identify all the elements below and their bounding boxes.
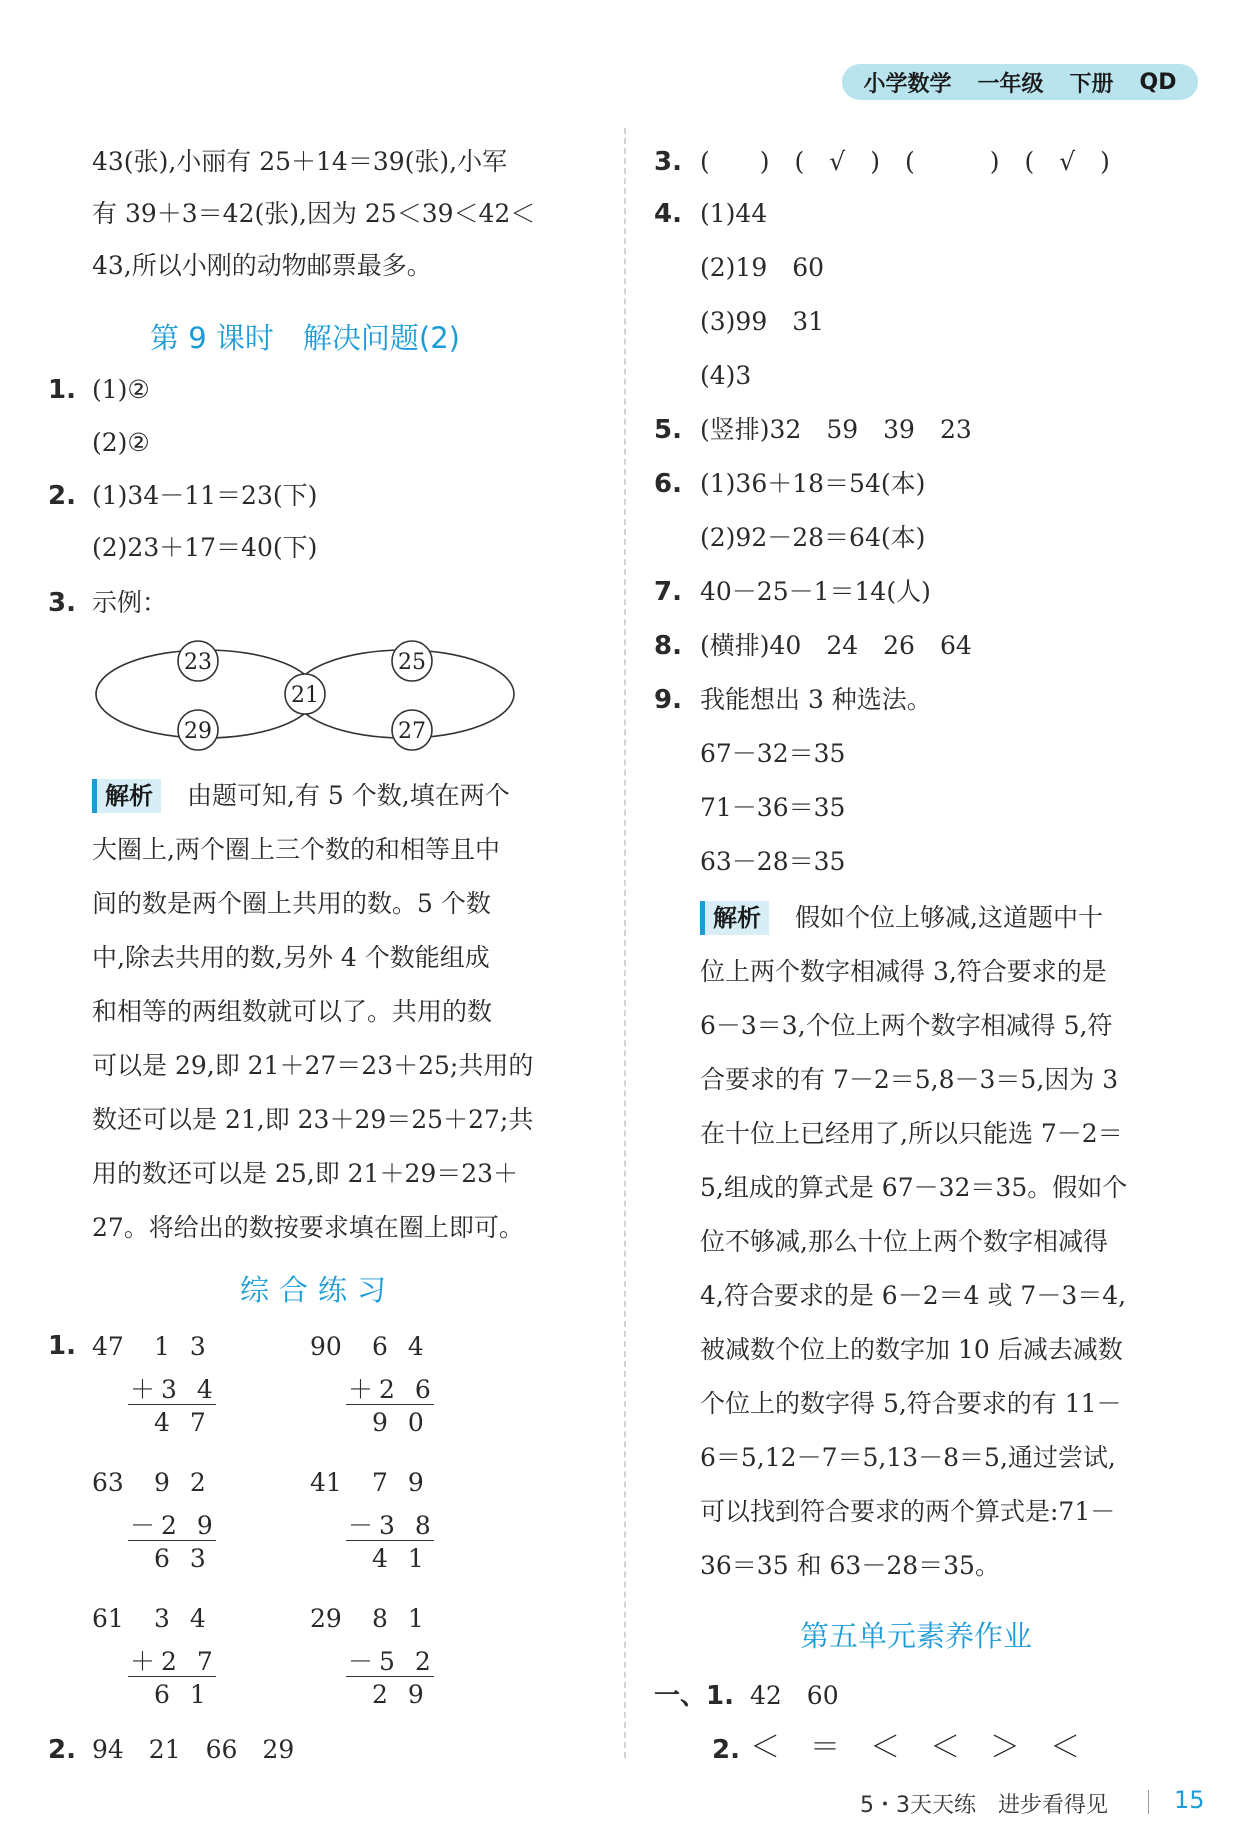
r-analysis-line-11: 6＝5,12－7＝5,13－8＝5,通过尝试, xyxy=(700,1443,1116,1472)
analysis-line-4: 中,除去共用的数,另外 4 个数能组成 xyxy=(92,943,490,972)
analysis-line-1: 解析 由题可知,有 5 个数,填在两个 xyxy=(92,778,510,814)
r-analysis-line-10: 个位上的数字得 5,符合要求的有 11－ xyxy=(700,1389,1122,1418)
r-analysis-line-8: 4,符合要求的是 6－2＝4 或 7－3＝4, xyxy=(700,1281,1127,1310)
q1-answer-b: (2)② xyxy=(92,428,150,457)
u1-number: 一、1. xyxy=(654,1681,734,1711)
q3-number: 3. xyxy=(48,588,76,618)
r-q4-line-2: (2)19 60 xyxy=(700,253,825,282)
analysis-line-8: 用的数还可以是 25,即 21＋29＝23＋ xyxy=(92,1159,519,1188)
r-q9-number: 9. xyxy=(654,685,682,715)
analysis-line-2: 大圈上,两个圈上三个数的和相等且中 xyxy=(92,835,500,864)
r-q6-number: 6. xyxy=(654,469,682,499)
q3-label: 示例： xyxy=(92,588,168,617)
r-q4-line-4: (4)3 xyxy=(700,361,752,390)
q2-number: 2. xyxy=(48,481,76,511)
r-q8-number: 8. xyxy=(654,631,682,661)
r-q5-answer: (竖排)32 59 39 23 xyxy=(700,415,972,444)
circle-value: 27 xyxy=(398,719,426,744)
r-q7-answer: 40－25－1＝14(人) xyxy=(700,577,931,606)
intro-line-3: 43,所以小刚的动物邮票最多。 xyxy=(92,251,432,280)
r-analysis-line-6: 5,组成的算式是 67－32＝35。假如个 xyxy=(700,1173,1128,1202)
r-analysis-line-12: 可以找到符合要求的两个算式是:71－ xyxy=(700,1497,1116,1526)
u2-answer: ＜ ＝ ＜ ＜ ＞ ＜ xyxy=(750,1730,1080,1765)
analysis-tag: 解析 xyxy=(92,779,161,813)
r-analysis-line-5: 在十位上已经用了,所以只能选 7－2＝ xyxy=(700,1119,1123,1148)
lesson-title: 第 9 课时 解决问题(2) xyxy=(150,321,460,355)
footer-separator xyxy=(1148,1790,1149,1814)
analysis-line-6: 可以是 29,即 21＋27＝23＋25;共用的 xyxy=(92,1051,534,1080)
r-analysis-line-1: 解析 假如个位上够减,这道题中十 xyxy=(700,900,1103,936)
r-analysis-line-2: 位上两个数字相减得 3,符合要求的是 xyxy=(700,957,1107,986)
p2-answer: 94 21 66 29 xyxy=(92,1735,295,1764)
header-volume: 下册 xyxy=(1069,71,1114,97)
circle-value: 23 xyxy=(184,650,212,675)
practice-title: 综合练习 xyxy=(240,1273,397,1307)
r-q3-number: 3. xyxy=(654,147,682,177)
r-q6-answer-b: (2)92－28＝64(本) xyxy=(700,523,926,552)
r-analysis-line-7: 位不够减,那么十位上两个数字相减得 xyxy=(700,1227,1108,1256)
r-q6-answer-a: (1)36＋18＝54(本) xyxy=(700,469,926,498)
analysis-line-9: 27。将给出的数按要求填在圈上即可。 xyxy=(92,1213,524,1242)
p2-number: 2. xyxy=(48,1735,76,1765)
header-grade: 一年级 xyxy=(977,71,1044,97)
header-edition: QD xyxy=(1139,69,1177,95)
analysis-line-5: 和相等的两组数就可以了。共用的数 xyxy=(92,997,493,1026)
footer-slogan: 5・3天天练 进步看得见 xyxy=(860,1793,1108,1818)
page-number: 15 xyxy=(1174,1786,1205,1814)
r-q9-eq-1: 67－32＝35 xyxy=(700,739,846,768)
r-q9-eq-2: 71－36＝35 xyxy=(700,793,846,822)
intro-line-1: 43(张),小丽有 25＋14＝39(张),小军 xyxy=(92,147,508,176)
circle-value: 21 xyxy=(291,683,319,708)
r-q4-number: 4. xyxy=(654,199,682,229)
r-q7-number: 7. xyxy=(654,577,682,607)
r-q8-answer: (横排)40 24 26 64 xyxy=(700,631,972,660)
r-analysis-line-4: 合要求的有 7－2＝5,8－3＝5,因为 3 xyxy=(700,1065,1119,1094)
r-q9-text: 我能想出 3 种选法。 xyxy=(700,685,932,714)
header-badge xyxy=(842,64,1198,100)
analysis-line-7: 数还可以是 21,即 23＋29＝25＋27;共 xyxy=(92,1105,534,1134)
r-q5-number: 5. xyxy=(654,415,682,445)
column-divider xyxy=(624,128,626,1758)
r-analysis-line-3: 6－3＝3,个位上两个数字相减得 5,符 xyxy=(700,1011,1113,1040)
r-analysis-line-9: 被减数个位上的数字加 10 后减去减数 xyxy=(700,1335,1123,1364)
q1-number: 1. xyxy=(48,375,76,405)
intro-line-2: 有 39＋3＝42(张),因为 25＜39＜42＜ xyxy=(92,199,536,228)
circle-value: 29 xyxy=(184,719,212,744)
r-q3-answer: ( ) ( √ ) ( ) ( √ ) xyxy=(700,147,1110,176)
header-subject: 小学数学 xyxy=(863,71,952,97)
analysis-line-3: 间的数是两个圈上共用的数。5 个数 xyxy=(92,889,491,918)
circle-value: 25 xyxy=(398,650,426,675)
u2-number: 2. xyxy=(712,1735,740,1765)
r-q4-line-3: (3)99 31 xyxy=(700,307,825,336)
p1-number: 1. xyxy=(48,1331,76,1361)
r-q9-eq-3: 63－28＝35 xyxy=(700,847,846,876)
r-analysis-line-13: 36＝35 和 63－28＝35。 xyxy=(700,1551,1000,1580)
q2-answer-b: (2)23＋17＝40(下) xyxy=(92,533,318,562)
unit-title: 第五单元素养作业 xyxy=(800,1619,1033,1653)
r-analysis-tag: 解析 xyxy=(700,901,769,935)
r-q4-line-1: (1)44 xyxy=(700,199,768,228)
q2-answer-a: (1)34－11＝23(下) xyxy=(92,481,318,510)
u1-answer: 42 60 xyxy=(750,1681,839,1710)
circle-diagram xyxy=(86,632,526,762)
q1-answer-a: (1)② xyxy=(92,375,150,404)
